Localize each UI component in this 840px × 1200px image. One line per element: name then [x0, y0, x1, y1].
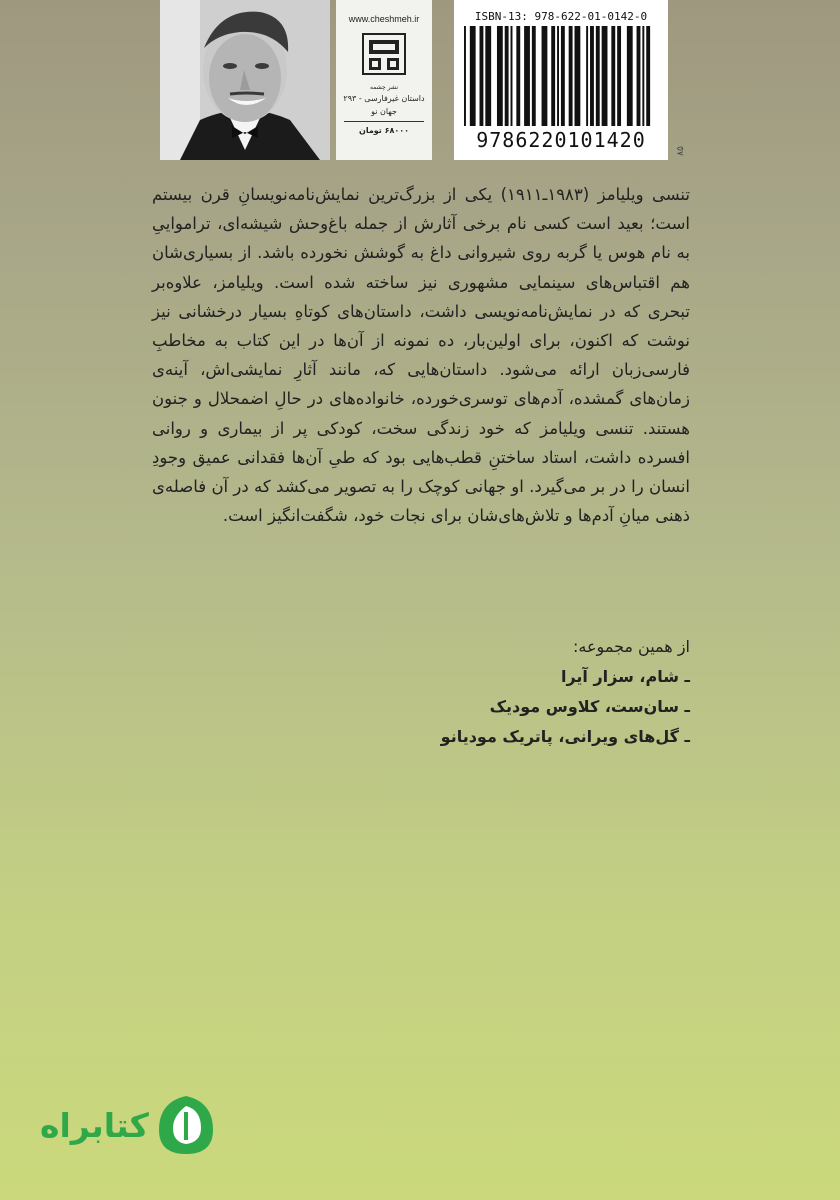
- barcode-bar: [542, 26, 548, 126]
- barcode-bar: [586, 26, 588, 126]
- barcode-bar: [524, 26, 530, 126]
- barcode-bar: [557, 26, 559, 126]
- barcode-bar: [551, 26, 555, 126]
- barcode-bar: [505, 26, 509, 126]
- barcode-bar: [611, 26, 615, 126]
- barcode-bar: [561, 26, 565, 126]
- isbn-label: ISBN-13: 978-622-01-0142-0: [474, 10, 648, 23]
- barcode-bar: [516, 26, 520, 126]
- barcode-bar: [470, 26, 476, 126]
- barcode-bar: [569, 26, 573, 126]
- series-item: ـ شام، سزار آیرا: [560, 667, 690, 686]
- barcode-bar: [532, 26, 536, 126]
- divider: [344, 121, 424, 122]
- back-cover-description: تنسی ویلیامز (۱۹۸۳ـ۱۹۱۱) یکی از بزرگ‌ترین نمایش‌نامه‌نویسانِ قرن بیستم است؛ بعید است کسی نام برخی آثارش از جمله باغ‌وحش شیشه‌ای، ترامواییِ به نام هوس یا گربه روی شیروانی داغ به گوشش نخورده باشد. از بسیاری‌شان هم اقتباس‌های سینمایی مشهوری نیز ساخته شده است. ویلیامز، علاوه‌بر تبحری که در نمایش‌نامه‌نویسی داشت، داستان‌های کوتاهِ بسیار درخشانی نیز نوشت که اکنون، برای اولین‌بار، ده نمونه از آن‌ها در این کتاب به مخاطبِ فارسی‌زبان ارائه می‌شود. داستان‌هایی که، مانند آثارِ نمایشی‌اش، آینه‌ی زمان‌های گمشده، آدم‌های توسری‌خورده، خانواده‌های در حالِ اضمحلال و جنون هستند. تنسی ویلیامز که خود زندگی سخت، کودکی پر از بیماری و روانی افسرده داشت، استاد ساختنِ قطب‌هایی بود که طیِ آن‌ها فقدانی عمیق وجودِ انسان را در بر می‌گیرد. او جهانی کوچک را به تصویر می‌کشد که در آن فاصله‌ی ذهنی میانِ آدم‌ها و تلاش‌های‌شان برای نجات خود، شگفت‌انگیز است.: [152, 185, 690, 526]
- publisher-block: [336, 0, 432, 160]
- barcode-bar: [575, 26, 581, 126]
- book-leaf-icon: [155, 1092, 217, 1158]
- brand-name: کتابراه: [40, 1105, 149, 1145]
- series-name: جهان نو: [371, 107, 397, 116]
- barcode-block: [454, 0, 668, 160]
- publisher-url: www.cheshmeh.ir: [348, 14, 420, 24]
- barcode-bar: [642, 26, 644, 126]
- barcode-bar: [590, 26, 594, 126]
- isbn-number: 9786220101420: [476, 128, 646, 152]
- barcode-bar: [627, 26, 633, 126]
- barcode-bar: [497, 26, 503, 126]
- barcode-bar: [464, 26, 466, 126]
- barcode-bars: [464, 26, 658, 126]
- barcode-bar: [480, 26, 484, 126]
- series-item: ـ سان‌ست، کلاوس مودیک: [489, 697, 690, 716]
- barcode-bar: [646, 26, 650, 126]
- book-price: ۶۸۰۰۰ تومان: [358, 126, 409, 135]
- series-list: [150, 632, 690, 752]
- barcode-bar: [511, 26, 513, 126]
- barcode-bar: [617, 26, 621, 126]
- ketabrah-logo: [40, 1092, 217, 1158]
- barcode-bar: [596, 26, 600, 126]
- publisher-logo-icon: [361, 32, 407, 76]
- barcode-bar: [602, 26, 608, 126]
- author-portrait-illustration: [160, 0, 330, 160]
- series-number: داستان غیرفارسی - ۲۹۳: [343, 94, 425, 103]
- publisher-imprint: نشر چشمه: [370, 84, 398, 91]
- series-item: ـ گل‌های ویرانی، پاتریک مودیانو: [440, 727, 690, 746]
- author-photo: [160, 0, 330, 160]
- side-mark: ۸۵: [675, 146, 686, 156]
- series-title: از همین مجموعه:: [573, 637, 690, 656]
- barcode-bar: [637, 26, 641, 126]
- barcode-bar: [485, 26, 491, 126]
